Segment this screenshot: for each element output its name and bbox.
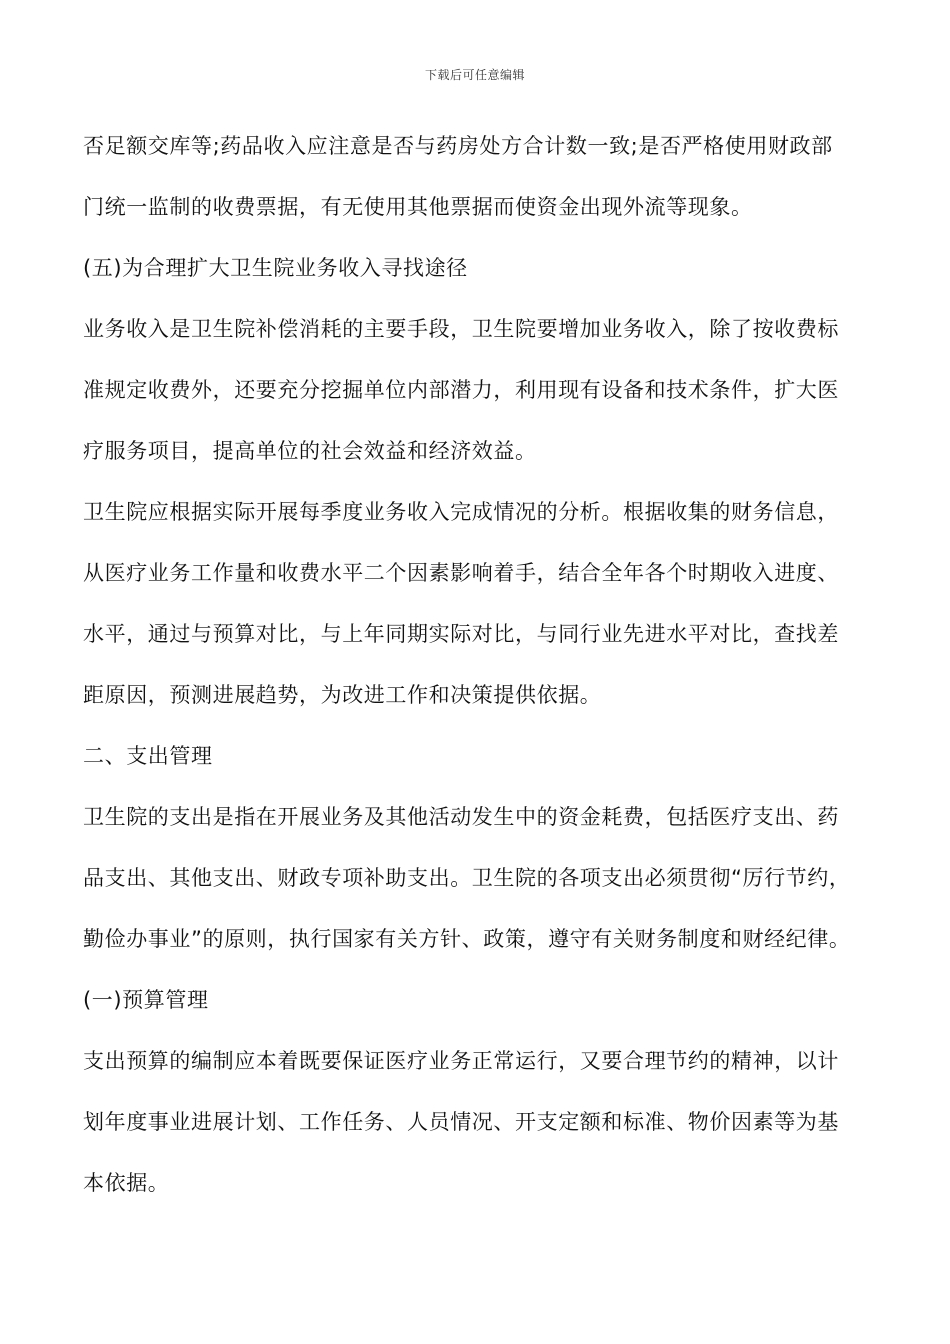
section-heading: (五)为合理扩大卫生院业务收入寻找途径 (83, 256, 468, 280)
paragraph-line: 划年度事业进展计划、工作任务、人员情况、开支定额和标准、物价因素等为基 (83, 1110, 839, 1134)
paragraph-line: 门统一监制的收费票据，有无使用其他票据而使资金出现外流等现象。 (83, 195, 753, 219)
section-heading: 二、支出管理 (83, 744, 213, 768)
paragraph-line: 从医疗业务工作量和收费水平二个因素影响着手，结合全年各个时期收入进度、 (83, 561, 839, 585)
section-heading: (一)预算管理 (83, 988, 209, 1012)
paragraph-line: 支出预算的编制应本着既要保证医疗业务正常运行，又要合理节约的精神，以计 (83, 1049, 839, 1073)
paragraph-line: 品支出、其他支出、财政专项补助支出。卫生院的各项支出必须贯彻“厉行节约， (83, 866, 851, 890)
paragraph-line: 准规定收费外，还要充分挖掘单位内部潜力，利用现有设备和技术条件，扩大医 (83, 378, 839, 402)
paragraph-line: 距原因，预测进展趋势，为改进工作和决策提供依据。 (83, 683, 602, 707)
paragraph-line: 疗服务项目，提高单位的社会效益和经济效益。 (83, 439, 537, 463)
paragraph-line: 勤俭办事业”的原则，执行国家有关方针、政策，遵守有关财务制度和财经纪律。 (83, 927, 851, 951)
paragraph-line: 卫生院应根据实际开展每季度业务收入完成情况的分析。根据收集的财务信息， (83, 500, 839, 524)
paragraph-line: 水平，通过与预算对比，与上年同期实际对比，与同行业先进水平对比，查找差 (83, 622, 839, 646)
page-header: 下载后可任意编辑 (424, 68, 525, 82)
paragraph-line: 业务收入是卫生院补偿消耗的主要手段，卫生院要增加业务收入，除了按收费标 (83, 317, 839, 341)
paragraph-line: 本依据。 (83, 1171, 170, 1195)
paragraph-line: 否足额交库等;药品收入应注意是否与药房处方合计数一致;是否严格使用财政部 (83, 134, 833, 158)
paragraph-line: 卫生院的支出是指在开展业务及其他活动发生中的资金耗费，包括医疗支出、药 (83, 805, 839, 829)
document-body (83, 116, 883, 1214)
